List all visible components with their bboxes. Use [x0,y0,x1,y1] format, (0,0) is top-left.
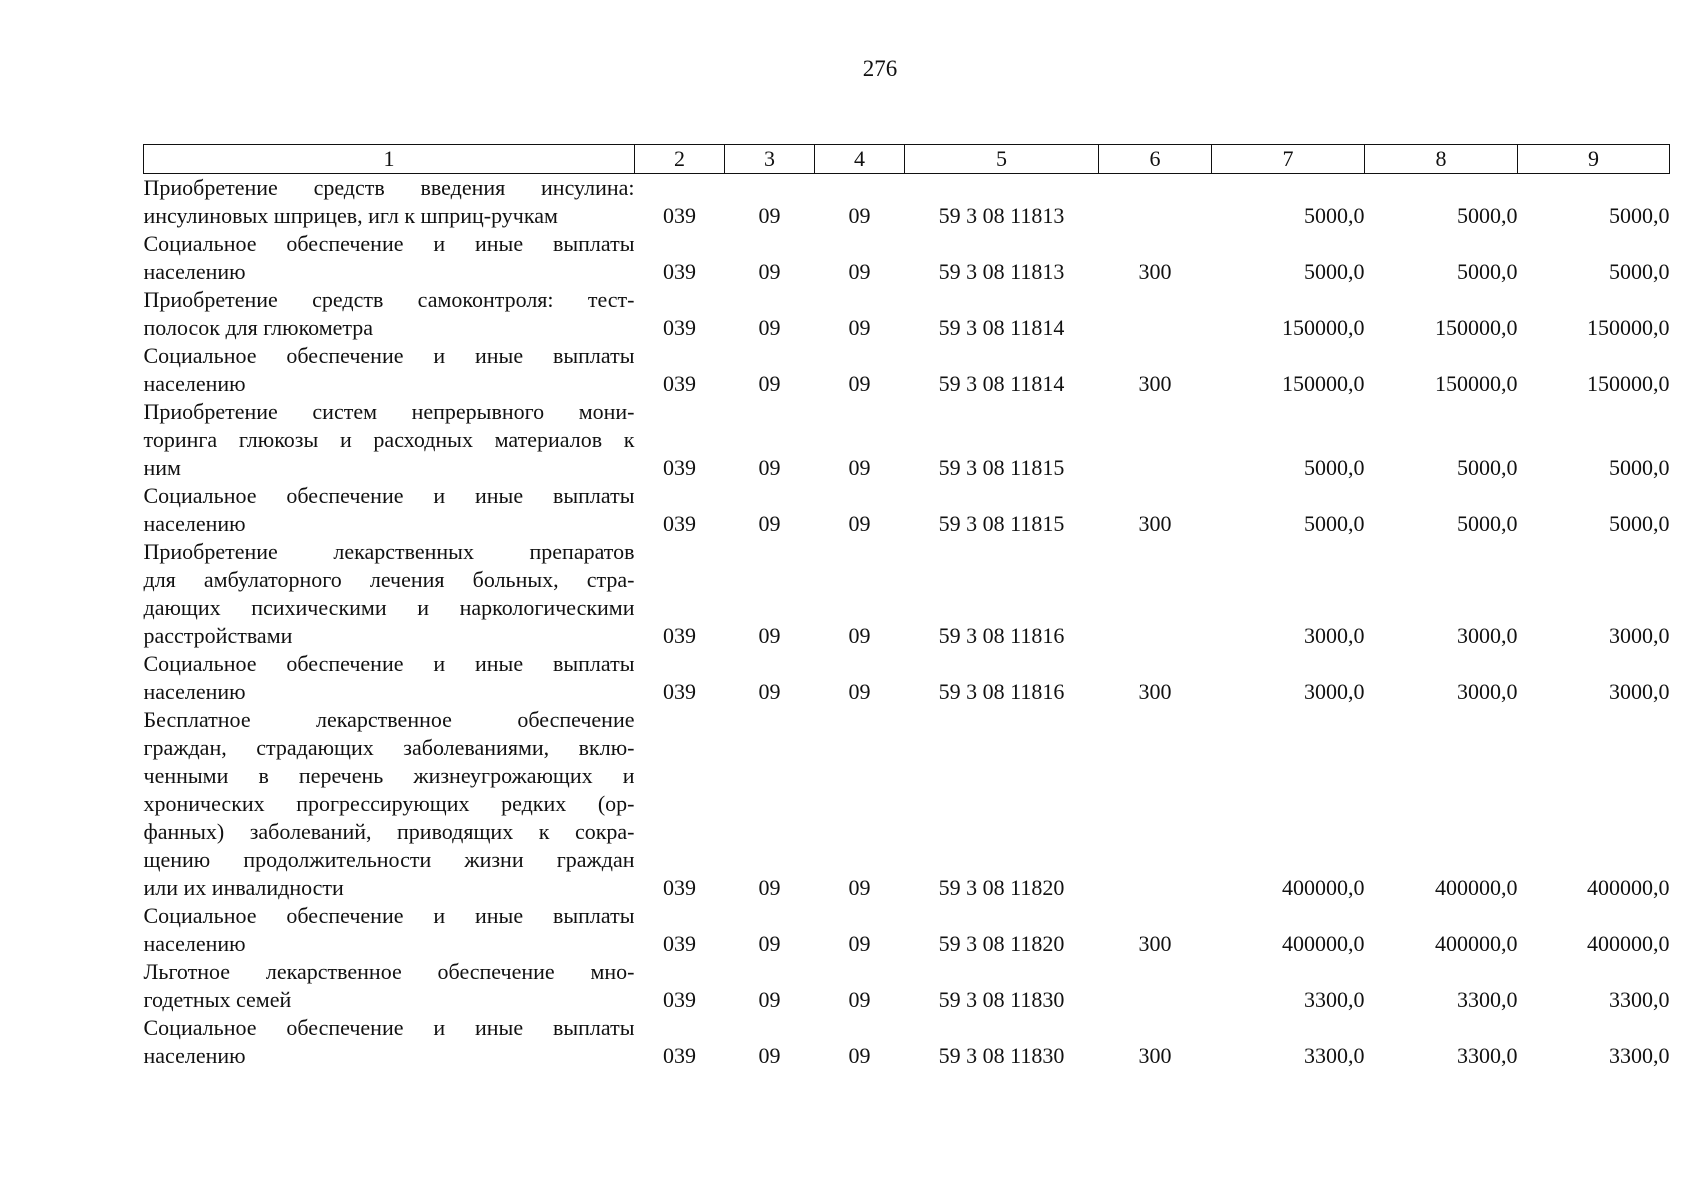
header-col-2: 2 [635,145,725,174]
row-description [144,1014,635,1070]
row-description [144,538,635,650]
row-description [144,230,635,286]
amount-col-7: 3300,0 [1304,1043,1365,1068]
amount-col-9: 5000,0 [1609,455,1670,480]
amount-col-9: 5000,0 [1609,259,1670,284]
subsection-code: 09 [848,1043,871,1068]
row-description [144,482,635,538]
amount-col-8: 400000,0 [1435,931,1518,956]
description-line: Приобретение систем непрерывного мони- [143,399,635,424]
amount-col-7: 3300,0 [1304,987,1365,1012]
description-line: населению [143,371,246,396]
table-row [144,342,1670,398]
amount-col-7: 5000,0 [1304,259,1365,284]
description-line: Социальное обеспечение и иные выплаты [143,483,635,508]
subsection-code: 09 [848,259,871,284]
header-col-6: 6 [1099,145,1212,174]
expense-type-code [1099,398,1212,482]
description-line: ченными в перечень жизнеугрожающих и [143,763,635,788]
target-article-code: 59 3 08 11813 [938,203,1065,228]
table-row [144,398,1670,482]
target-article-code: 59 3 08 11813 [938,259,1065,284]
ministry-code: 039 [663,623,696,648]
subsection-code: 09 [848,315,871,340]
target-article-code: 59 3 08 11816 [938,623,1065,648]
ministry-code: 039 [663,931,696,956]
description-line: Социальное обеспечение и иные выплаты [143,231,635,256]
ministry-code: 039 [663,259,696,284]
target-article-code: 59 3 08 11816 [938,679,1065,704]
amount-col-7: 150000,0 [1282,371,1365,396]
amount-col-9: 400000,0 [1587,931,1670,956]
description-line: торинга глюкозы и расходных материалов к [143,427,635,452]
amount-col-9: 150000,0 [1587,315,1670,340]
amount-col-7: 5000,0 [1304,203,1365,228]
description-line: Приобретение средств введения инсулина: [143,175,635,200]
subsection-code: 09 [848,875,871,900]
row-description [144,398,635,482]
description-line: Социальное обеспечение и иные выплаты [143,343,635,368]
header-col-1: 1 [144,145,635,174]
ministry-code: 039 [663,679,696,704]
amount-col-9: 3000,0 [1609,679,1670,704]
description-line: ним [143,455,181,480]
description-line: или их инвалидности [143,875,344,900]
subsection-code: 09 [848,623,871,648]
description-line: населению [143,1043,246,1068]
row-description [144,958,635,1014]
amount-col-7: 5000,0 [1304,455,1365,480]
amount-col-7: 400000,0 [1282,931,1365,956]
row-description [144,650,635,706]
target-article-code: 59 3 08 11815 [938,455,1065,480]
amount-col-9: 3300,0 [1609,1043,1670,1068]
ministry-code: 039 [663,1043,696,1068]
section-code: 09 [758,931,781,956]
amount-col-9: 150000,0 [1587,371,1670,396]
header-col-5: 5 [905,145,1099,174]
target-article-code: 59 3 08 11814 [938,371,1065,396]
row-description [144,706,635,902]
amount-col-9: 400000,0 [1587,875,1670,900]
header-col-7: 7 [1212,145,1365,174]
table-row [144,174,1670,231]
description-line: Социальное обеспечение и иные выплаты [143,651,635,676]
description-line: населению [143,511,246,536]
amount-col-8: 150000,0 [1435,371,1518,396]
table-row [144,958,1670,1014]
description-line: годетных семей [143,987,292,1012]
table-row [144,482,1670,538]
section-code: 09 [758,203,781,228]
amount-col-8: 5000,0 [1457,455,1518,480]
page-number: 276 [862,56,898,81]
amount-col-8: 3300,0 [1457,987,1518,1012]
amount-col-8: 150000,0 [1435,315,1518,340]
expense-type-code: 300 [1138,371,1172,396]
table-row [144,286,1670,342]
table-row [144,650,1670,706]
expense-type-code: 300 [1138,1043,1172,1068]
target-article-code: 59 3 08 11820 [938,931,1065,956]
expense-type-code: 300 [1138,679,1172,704]
subsection-code: 09 [848,371,871,396]
ministry-code: 039 [663,203,696,228]
target-article-code: 59 3 08 11820 [938,875,1065,900]
description-line: Льготное лекарственное обеспечение мно- [143,959,635,984]
subsection-code: 09 [848,987,871,1012]
description-line: фанных) заболеваний, приводящих к сокра- [143,819,635,844]
amount-col-7: 5000,0 [1304,511,1365,536]
amount-col-8: 3000,0 [1457,623,1518,648]
header-col-9: 9 [1518,145,1670,174]
amount-col-7: 3000,0 [1304,679,1365,704]
section-code: 09 [758,371,781,396]
subsection-code: 09 [848,511,871,536]
ministry-code: 039 [663,371,696,396]
row-description [144,902,635,958]
amount-col-8: 5000,0 [1457,203,1518,228]
table-row [144,1014,1670,1070]
expense-type-code [1099,286,1212,342]
section-code: 09 [758,511,781,536]
header-col-3: 3 [725,145,815,174]
header-col-8: 8 [1365,145,1518,174]
row-description [144,286,635,342]
ministry-code: 039 [663,315,696,340]
amount-col-9: 3000,0 [1609,623,1670,648]
section-code: 09 [758,455,781,480]
ministry-code: 039 [663,455,696,480]
expense-type-code [1099,174,1212,231]
target-article-code: 59 3 08 11830 [938,1043,1065,1068]
expense-type-code: 300 [1138,259,1172,284]
target-article-code: 59 3 08 11814 [938,315,1065,340]
expense-type-code [1099,706,1212,902]
description-line: населению [143,679,246,704]
amount-col-9: 5000,0 [1609,511,1670,536]
section-code: 09 [758,987,781,1012]
description-line: щению продолжительности жизни граждан [143,847,635,872]
description-line: населению [143,259,246,284]
table-row [144,538,1670,650]
section-code: 09 [758,679,781,704]
expense-type-code [1099,958,1212,1014]
description-line: Приобретение лекарственных препаратов [143,539,635,564]
row-description [144,342,635,398]
subsection-code: 09 [848,455,871,480]
amount-col-8: 3300,0 [1457,1043,1518,1068]
description-line: Социальное обеспечение и иные выплаты [143,1015,635,1040]
description-line: для амбулаторного лечения больных, стра- [143,567,635,592]
ministry-code: 039 [663,511,696,536]
ministry-code: 039 [663,875,696,900]
description-line: дающих психическими и наркологическими [143,595,635,620]
row-description [144,174,635,231]
amount-col-7: 400000,0 [1282,875,1365,900]
description-line: граждан, страдающих заболеваниями, вклю- [143,735,635,760]
target-article-code: 59 3 08 11830 [938,987,1065,1012]
description-line: хронических прогрессирующих редких (ор- [143,791,635,816]
table-row [144,230,1670,286]
amount-col-9: 5000,0 [1609,203,1670,228]
description-line: населению [143,931,246,956]
expense-type-code: 300 [1138,931,1172,956]
ministry-code: 039 [663,987,696,1012]
amount-col-8: 400000,0 [1435,875,1518,900]
section-code: 09 [758,315,781,340]
expense-type-code [1099,538,1212,650]
subsection-code: 09 [848,931,871,956]
section-code: 09 [758,259,781,284]
target-article-code: 59 3 08 11815 [938,511,1065,536]
section-code: 09 [758,1043,781,1068]
table-body [144,174,1670,1071]
amount-col-8: 5000,0 [1457,259,1518,284]
description-line: полосок для глюкометра [143,315,374,340]
description-line: Бесплатное лекарственное обеспечение [143,707,635,732]
header-col-4: 4 [815,145,905,174]
header-row [144,145,1670,174]
expense-type-code: 300 [1138,511,1172,536]
amount-col-9: 3300,0 [1609,987,1670,1012]
budget-table [143,144,1670,1070]
description-line: расстройствами [143,623,293,648]
amount-col-8: 5000,0 [1457,511,1518,536]
subsection-code: 09 [848,679,871,704]
subsection-code: 09 [848,203,871,228]
amount-col-8: 3000,0 [1457,679,1518,704]
section-code: 09 [758,875,781,900]
amount-col-7: 3000,0 [1304,623,1365,648]
description-line: Социальное обеспечение и иные выплаты [143,903,635,928]
amount-col-7: 150000,0 [1282,315,1365,340]
section-code: 09 [758,623,781,648]
table-row [144,902,1670,958]
description-line: Приобретение средств самоконтроля: тест- [143,287,635,312]
description-line: инсулиновых шприцев, игл к шприц-ручкам [143,203,558,228]
table-row [144,706,1670,902]
